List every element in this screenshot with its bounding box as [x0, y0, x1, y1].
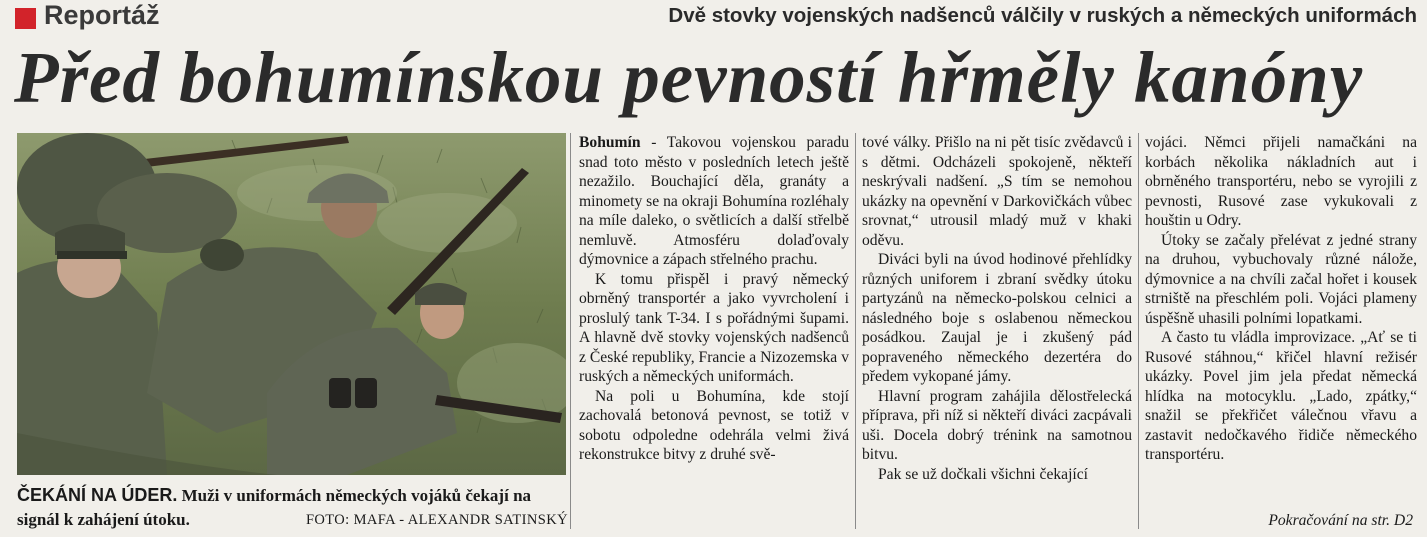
kicker-subheading: Dvě stovky vojenských nadšenců válčily v ruských a německých uniformách [668, 4, 1417, 27]
paragraph: Pak se už dočkali všichni čekající [878, 465, 1089, 483]
paragraph: Bohumín - Takovou vojenskou paradu snad toto město v posledních letech ještě nezažilo. Bouchající děla, granáty a minomety se na okraji Bohumína rozléhaly na míle daleko, o světlicích a další střelbě nemluvě. Atmosféru dolaďovaly dýmovnice a zápach střelného prachu. [579, 134, 849, 268]
caption-body: Muži v uniformách německých vojáků čekají na signál k zahájení útoku. [17, 486, 532, 529]
caption-head: ČEKÁNÍ NA ÚDER. [17, 485, 178, 505]
section-marker-square [15, 8, 36, 29]
photo-credit: FOTO: MAFA - ALEXANDR SATINSKÝ [305, 512, 568, 528]
column-divider [1138, 133, 1139, 529]
section-header [0, 0, 1427, 38]
article-column-1 [579, 133, 849, 465]
paragraph: Na poli u Bohumína, kde stojí zachovalá betonová pevnost, se totiž v sobotu odpoledne odehrála velmi živá rekonstrukce bitvy z druhé svě- [579, 387, 849, 463]
paragraph: Diváci byli na úvod hodinové přehlídky různých uniforem i zbraní svědky útoku partyzánů na německo-polskou celnici a následného boje s oslabenou německou posádkou. Zaujal je i zkušený pád popraveného německého dezertéra do předem vykopané jámy. [862, 251, 1132, 385]
soldiers-photo-illustration [17, 133, 566, 475]
paragraph: vojáci. Němci přijeli namačkáni na korbách několika nákladních aut i obrněného transportéru, nebo se vyrojili z pevnosti, Rusové zase vykukovali z houštin u Odry. [1145, 134, 1417, 229]
paragraph: K tomu přispěl i pravý německý obrněný transportér a jako vyvrcholení i proslulý tank T-34. I s pořádnými šupami. A hlavně dvě stovky vojenských nadšenců z České republiky, Francie a Nizozemska v ruských a německých uniformách. [579, 270, 849, 385]
column-divider [855, 133, 856, 529]
paragraph: tové války. Přišlo na ni pět tisíc zvědavců i s dětmi. Odcházeli spokojeně, někteří neskrývali nadšení. „S tím se nemohou ukázky na opevnění v Darkovičkách vůbec srovnat,“ utrousil mladý muž v khaki oděvu. [862, 134, 1132, 249]
headline: Před bohumínskou pevností hřměly kanóny [14, 37, 1364, 118]
photo-caption [17, 483, 568, 532]
paragraph: Útoky se začaly přelévat z jedné strany na druhou, vybuchovaly různé nálože, dýmovnice a na chvíli začal hořet i kousek strniště na přeschlém poli. Vojáci plameny úspěšně uhasili polními lopatkami. [1145, 231, 1417, 327]
article-column-2 [862, 133, 1132, 484]
continued-link[interactable]: Pokračování na str. D2 [1268, 512, 1413, 529]
paragraph: A často tu vládla improvizace. „Ať se ti Rusové stáhnou,“ křičel hlavní režisér ukázky. Povel jim jela předat německá hlídka na motocyklu. „Lado, zpátky,“ snažil se překřičet válečnou vřavu a zastavit nedočkavého řidiče německého transportéru. [1145, 329, 1417, 463]
column-divider [570, 133, 571, 529]
dateline: Bohumín [579, 134, 641, 151]
article-photo [17, 133, 566, 475]
article-column-3 [1145, 133, 1417, 465]
section-label: Reportáž [44, 0, 160, 30]
paragraph: Hlavní program zahájila dělostřelecká příprava, při níž si někteří diváci zacpávali uši. Docela dobrý trénink na samotnou bitvu. [862, 387, 1132, 463]
